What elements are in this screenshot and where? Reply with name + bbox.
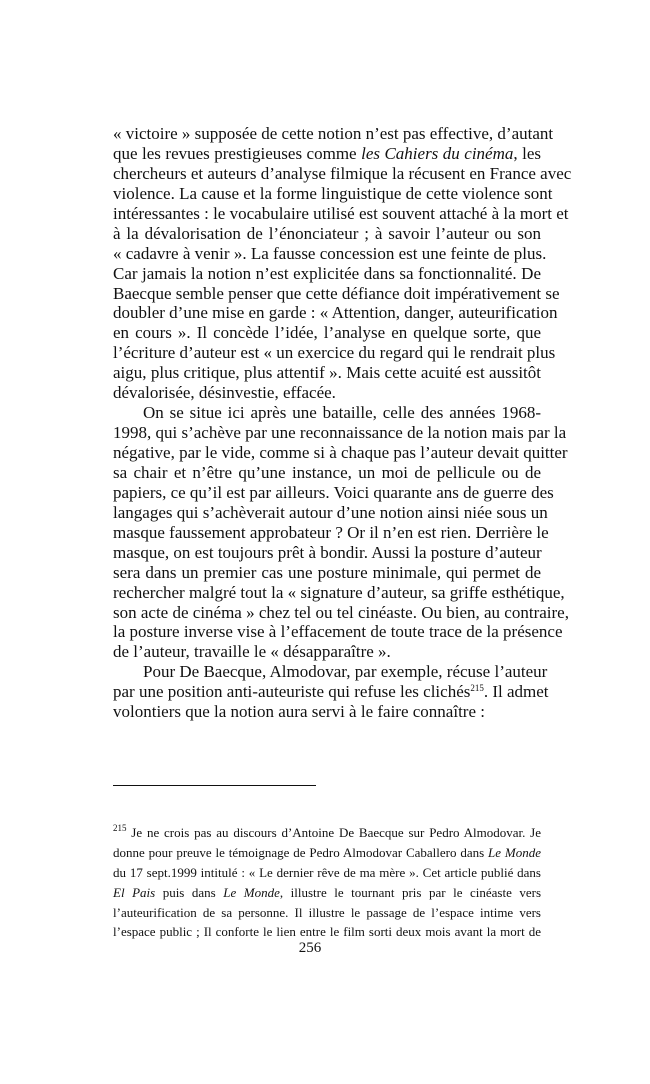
footnote-separator	[113, 785, 316, 786]
text-line	[113, 224, 541, 244]
text-line	[113, 283, 560, 304]
text-segment: l’auteurification de sa personne. Il illustre le passage de l’espace intime vers	[113, 904, 541, 920]
text-line	[113, 482, 554, 503]
text-line	[113, 323, 541, 343]
text-line	[113, 582, 565, 603]
text-line	[113, 662, 548, 682]
text-segment: négative, par le vide, comme si à chaque pas l’auteur devait quitter	[113, 443, 568, 462]
text-segment: donne pour preuve le témoignage de Pedro Almodovar Caballero dans	[113, 844, 489, 860]
italic-title: Le Monde	[488, 844, 541, 860]
text-line	[113, 602, 569, 623]
text-segment: Baecque semble penser que cette défiance doit impérativement se	[113, 283, 560, 303]
text-line	[113, 642, 541, 662]
text-segment: papiers, ce qu’il est par ailleurs. Voici quarante ans de guerre des	[113, 482, 554, 502]
text-segment: doubler d’une mise en garde : « Attention, danger, auteurification	[113, 303, 558, 323]
text-segment: violence. La cause et la forme linguistique de cette violence sont	[113, 183, 553, 203]
text-segment: rechercher malgré tout la « signature d’auteur, sa griffe esthétique,	[113, 582, 565, 602]
footnote-line	[113, 903, 541, 923]
text-segment: son acte de cinéma » chez tel ou tel cinéaste. Ou bien, au contraire,	[113, 602, 569, 622]
text-segment: que les revues prestigieuses comme	[113, 143, 362, 163]
text-line	[113, 702, 541, 722]
page-number: 256	[298, 940, 322, 956]
text-segment: masque, on est toujours prêt à bondir. Aussi la posture d’auteur	[113, 542, 542, 562]
text-segment: Pour De Baecque, Almodovar, par exemple, récuse l’auteur	[143, 662, 548, 682]
text-segment: 1998, qui s’achève par une reconnaissance de la notion mais par la	[113, 423, 567, 443]
text-segment: aigu, plus critique, plus attentif ». Mais cette acuité est aussitôt	[113, 363, 541, 383]
text-segment: intéressantes : le vocabulaire utilisé est souvent attaché à la mort et	[113, 203, 569, 223]
text-segment: volontiers que la notion aura servi à le faire connaître :	[113, 702, 485, 722]
text-segment: en cours ». Il concède l’idée, l’analyse en quelque sorte, que	[113, 323, 541, 343]
text-segment: la posture inverse vise à l’effacement de toute trace de la présence	[113, 622, 563, 642]
text-line	[113, 423, 567, 443]
text-segment: sera dans un premier cas une posture minimale, qui permet de	[113, 562, 541, 582]
text-segment: puis dans	[155, 884, 224, 900]
text-line	[113, 463, 541, 483]
text-segment: Je ne crois pas au discours d’Antoine De Baecque sur Pedro Almodovar. Je	[126, 825, 541, 840]
text-segment: « cadavre à venir ». La fausse concession est une feinte de plus.	[113, 243, 547, 263]
text-segment: l’écriture d’auteur est « un exercice du regard qui le rendrait plus	[113, 343, 556, 363]
text-line	[113, 203, 569, 224]
text-line	[113, 443, 568, 463]
footnote-reference: 215	[113, 823, 127, 833]
text-segment: langages qui s’achèverait autour d’une notion ainsi niée sous un	[113, 502, 548, 522]
footnote-line	[113, 883, 541, 903]
text-segment: . Il admet	[483, 682, 549, 702]
text-line	[113, 303, 558, 323]
italic-title: les Cahiers du cinéma	[361, 143, 514, 163]
text-line	[113, 124, 554, 144]
text-line	[113, 522, 549, 543]
text-line	[113, 543, 541, 563]
text-line	[113, 383, 541, 403]
footnote-line	[113, 863, 541, 883]
text-segment: « victoire » supposée de cette notion n’est pas effective, d’autant	[113, 124, 554, 143]
text-line	[113, 163, 572, 184]
italic-title: Le Monde	[223, 884, 280, 900]
text-line	[113, 343, 556, 363]
text-segment: Car jamais la notion n’est explicitée dans sa fonctionnalité. De	[113, 263, 541, 283]
text-segment: à la dévalorisation de l’énonciateur ; à savoir l’auteur ou son	[113, 223, 541, 243]
text-line	[113, 264, 541, 284]
text-segment: , illustre le tournant pris par le cinéaste vers	[279, 884, 542, 900]
footnotes	[113, 823, 541, 942]
text-line	[113, 144, 541, 164]
text-line	[113, 243, 547, 264]
text-line	[113, 502, 548, 523]
text-segment: , les	[513, 143, 541, 163]
text-line	[113, 183, 553, 204]
text-segment: l’espace public ; Il conforte le lien entre le film sorti deux mois avant la mort de	[113, 924, 541, 940]
text-line	[113, 363, 541, 383]
italic-title: El Pais	[113, 884, 156, 900]
text-line	[113, 403, 541, 423]
footnote-line	[113, 843, 541, 863]
text-segment: sa chair et n’être qu’une instance, un moi de pellicule ou de	[113, 462, 541, 482]
text-segment: dévalorisée, désinvestie, effacée.	[113, 383, 336, 403]
body-text	[113, 124, 572, 722]
text-segment: On se situe ici après une bataille, celle des années 1968-	[143, 403, 541, 423]
text-segment: de l’auteur, travaille le « désapparaître ».	[113, 642, 391, 662]
text-line	[113, 563, 541, 583]
footnote-reference: 215	[470, 683, 484, 694]
text-line	[113, 682, 549, 702]
text-segment: par une position anti-auteuriste qui refuse les clichés	[113, 682, 471, 702]
footnote-line	[113, 823, 541, 843]
text-segment: du 17 sept.1999 intitulé : « Le dernier rêve de ma mère ». Cet article publié dans	[113, 864, 541, 880]
text-segment: masque faussement approbateur ? Or il n’en est rien. Derrière le	[113, 522, 549, 542]
text-line	[113, 622, 563, 642]
text-segment: chercheurs et auteurs d’analyse filmique la récusent en France avec	[113, 163, 572, 183]
